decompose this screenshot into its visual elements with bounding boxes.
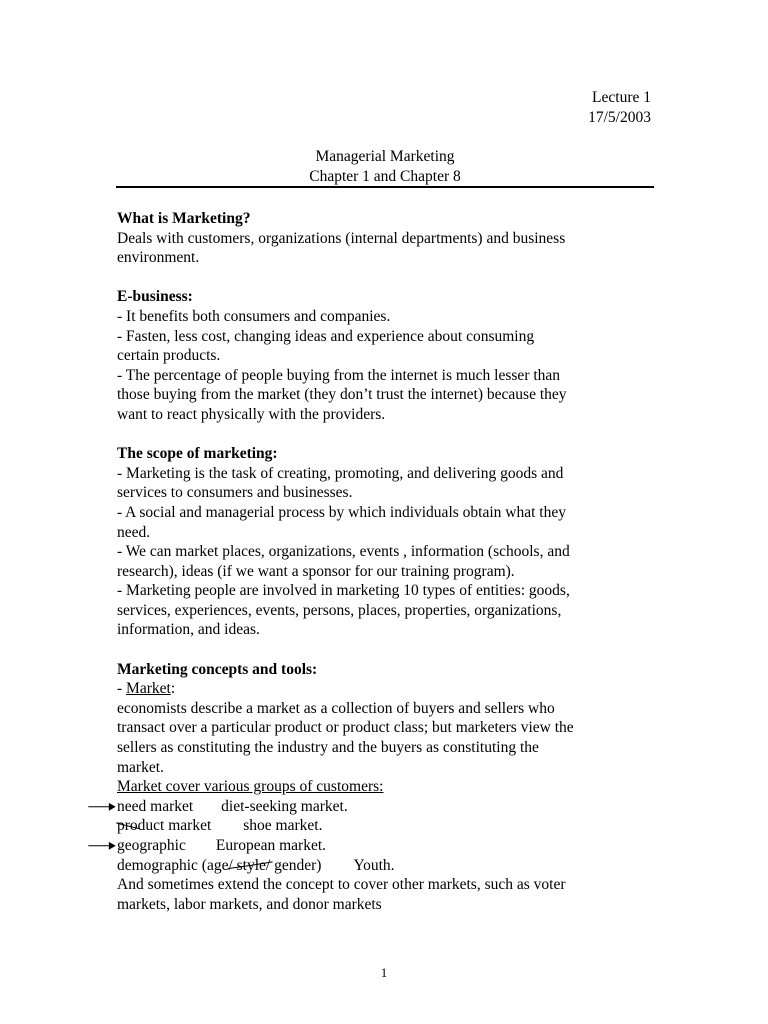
market-group-type: geographic <box>117 837 186 854</box>
lecture-number: Lecture 1 <box>592 89 651 106</box>
paragraph-line: - Marketing is the task of creating, promoting, and delivering goods and <box>117 464 564 482</box>
handwritten-strike-icon <box>115 816 141 836</box>
market-prefix: - <box>117 680 127 698</box>
paragraph-line: want to react physically with the providers. <box>117 405 386 423</box>
section-heading-what-is-marketing: What is Marketing? <box>117 210 251 227</box>
paragraph-line: And sometimes extend the concept to cover other markets, such as voter <box>117 876 566 894</box>
document-title <box>116 147 654 186</box>
paragraph-line: - Marketing people are involved in marketing 10 types of entities: goods, <box>117 582 570 600</box>
chapter-title: Chapter 1 and Chapter 8 <box>309 167 461 185</box>
course-title: Managerial Marketing <box>315 148 455 165</box>
paragraph-line: market. <box>117 758 164 776</box>
market-group-row <box>117 836 662 856</box>
market-group-example: diet-seeking market. <box>221 797 348 815</box>
paragraph-line: - The percentage of people buying from the internet is much lesser than <box>117 366 561 384</box>
document-body <box>117 209 662 914</box>
market-group-example: European market. <box>215 837 327 854</box>
page-number: 1 <box>380 965 388 980</box>
lecture-date: 17/5/2003 <box>588 108 651 126</box>
paragraph-line: services to consumers and businesses. <box>117 484 353 502</box>
market-group-type: need market <box>117 797 194 815</box>
market-colon: : <box>170 680 176 698</box>
paragraph-line: transact over a particular product or product class; but marketers view the <box>117 719 574 737</box>
paragraph-line: services, experiences, events, persons, places, properties, organizations, <box>117 601 562 619</box>
paragraph-line: economists describe a market as a collection of buyers and sellers who <box>117 699 555 717</box>
section-heading-concepts: Marketing concepts and tools: <box>117 660 318 678</box>
market-label-line <box>117 679 662 699</box>
market-group-row <box>117 816 662 836</box>
paragraph-line: - A social and managerial process by which individuals obtain what they <box>117 503 566 521</box>
section-heading-scope: The scope of marketing: <box>117 445 278 463</box>
paragraph-line: sellers as constituting the industry and the buyers as constituting the <box>117 739 539 757</box>
groups-heading: Market cover various groups of customers: <box>117 778 384 796</box>
section-heading-ebusiness: E-business: <box>117 288 193 306</box>
paragraph-line: - It benefits both consumers and companies. <box>117 307 391 325</box>
paragraph-line: those buying from the market (they don’t trust the internet) because they <box>117 386 567 404</box>
market-group-type: demographic (age/ style/ gender) <box>117 856 322 874</box>
handwritten-strike-icon <box>226 856 274 876</box>
title-divider <box>116 186 654 188</box>
paragraph-line: certain products. <box>117 347 221 365</box>
handwritten-arrow-icon <box>87 797 117 817</box>
handwritten-arrow-icon <box>87 836 117 856</box>
market-group-example: Youth. <box>353 856 395 874</box>
paragraph-line: - We can market places, organizations, events , information (schools, and <box>117 543 570 561</box>
market-group-example: shoe market. <box>243 817 323 835</box>
paragraph-line: markets, labor markets, and donor markets <box>117 895 382 913</box>
paragraph-line: - Fasten, less cost, changing ideas and experience about consuming <box>117 327 535 345</box>
paragraph-line: information, and ideas. <box>117 621 260 639</box>
paragraph-line: research), ideas (if we want a sponsor for our training program). <box>117 562 515 580</box>
paragraph-line: Deals with customers, organizations (internal departments) and business <box>117 229 566 247</box>
paragraph-line: need. <box>117 523 151 541</box>
paragraph-line: environment. <box>117 249 200 267</box>
lecture-header <box>588 88 651 127</box>
market-term: Market <box>126 680 171 698</box>
market-group-row <box>117 856 662 876</box>
market-group-row <box>117 797 662 817</box>
market-group-type: product market <box>117 817 212 835</box>
